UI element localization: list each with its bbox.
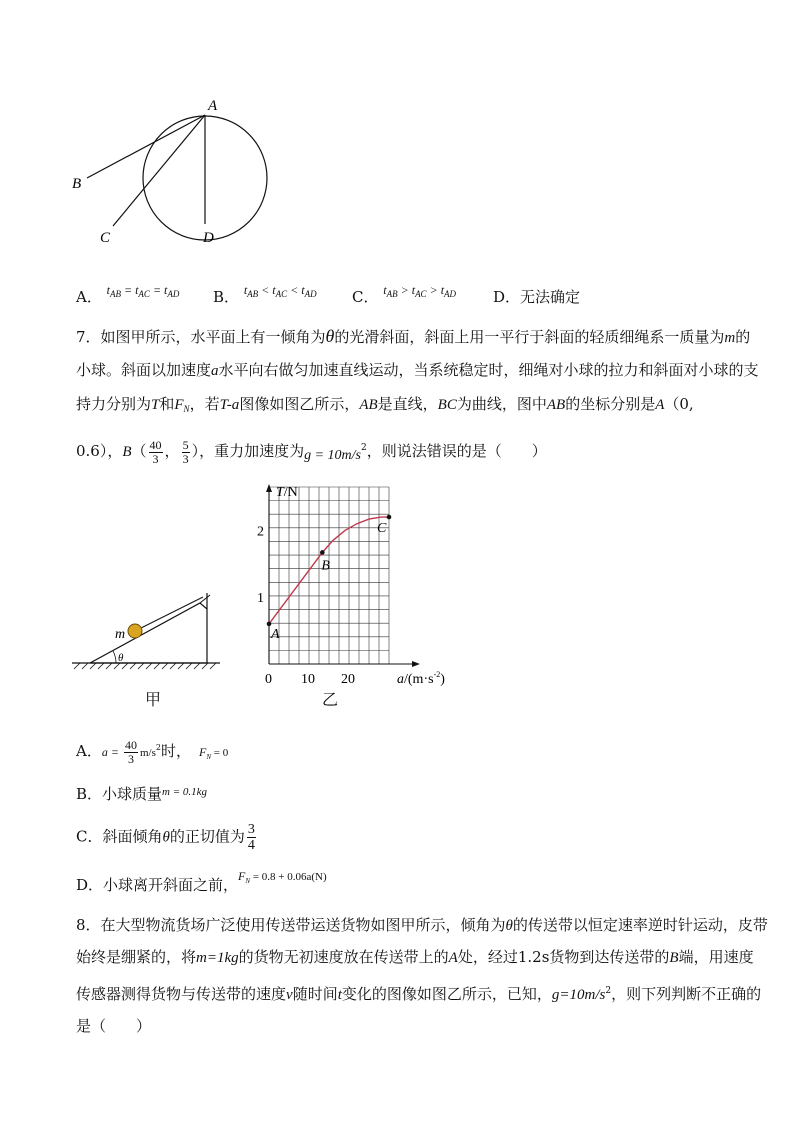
ball-label: m [115, 627, 126, 642]
y-axis-unit: /N [283, 485, 298, 500]
q6-option-b[interactable]: B． $^{t_{AB} < t_{AC} < t_{AD}}$ [213, 283, 317, 306]
incline-figure [60, 575, 230, 705]
q6-option-c[interactable]: C． $^{t_{AB} > t_{AC} > t_{AD}}$ [352, 283, 457, 306]
x-axis-arrow [412, 661, 420, 667]
q7-option-a[interactable]: A．a = $\frac{40}{3}$ $m/s^2$时， $F_N = 0$ [76, 737, 229, 766]
chart-grid [269, 487, 389, 664]
q6-option-d[interactable]: D．无法确定 [493, 288, 581, 306]
point-label-b: B [321, 558, 330, 574]
y-tick-label: 1 [257, 591, 264, 607]
point-label-c: C [377, 521, 387, 537]
q7-line-2: 小球。斜面以加速度a水平向右做匀加速直线运动，当系统稳定时，细绳对小球的拉力和斜面对小球的支 [76, 361, 759, 379]
rope [135, 597, 203, 631]
y-tick-label: 2 [257, 524, 264, 540]
y-axis-arrow [266, 484, 272, 492]
point-c [387, 515, 392, 520]
label-b: B [72, 176, 82, 192]
point-a [267, 622, 272, 627]
x-tick-label: 10 [301, 672, 315, 687]
q7-line-1: 7．如图甲所示，水平面上有一倾角为θ的光滑斜面，斜面上用一平行于斜面的轻质细绳系一质量为m的 [76, 326, 751, 346]
ball [128, 624, 142, 638]
chord-ac [113, 115, 205, 226]
x-tick-label: 20 [341, 672, 355, 687]
q8-line-3: 传感器测得货物与传送带的速度v随时间t变化的图像如图乙所示，已知，$g=10m/s^2$，则下列判断不正确的 [76, 985, 762, 1003]
q6-option-a[interactable]: A． $^{t_{AB} = t_{AC} = t_{AD}}$ [76, 283, 180, 306]
x-axis-label: $a/(m\cdot s^{-2})$ [397, 670, 445, 687]
q8-line-1: 8．在大型物流货场广泛使用传送带运送货物如图甲所示，倾角为θ的传送带以恒定速率逆时针运动，皮带 [76, 916, 768, 934]
caption-yi: 乙 [322, 690, 339, 709]
circle-figure [60, 90, 270, 250]
label-a: A [208, 98, 218, 114]
q7-option-d[interactable]: D．小球离开斜面之前，$F_N = 0.8 + 0.06a(N)$ [76, 869, 327, 894]
chord-ab [87, 115, 205, 178]
caption-jia: 甲 [145, 690, 162, 709]
y-axis-label: T/N [276, 485, 298, 500]
incline-wedge [90, 603, 207, 663]
point-b [320, 550, 325, 555]
ground-hatch [74, 663, 216, 669]
q7-line-3: 持力分别为T和$F_N$，若T-a图像如图乙所示，AB是直线，BC为曲线，图中AB的坐标分别是A（0, [76, 395, 694, 414]
q8-line-4: 是（ ） [76, 1017, 152, 1035]
label-d: D [203, 230, 214, 246]
point-label-a: A [271, 626, 280, 642]
q8-line-2: 始终是绷紧的，将m=1kg的货物无初速度放在传送带上的A处，经过1.2s货物到达传送带的B端，用速度 [76, 948, 754, 966]
q7-line-4: 0.6），B（ $\frac{40}{3}$ ， $\frac{5}{3}$ ），重力加速度为$g = 10m/s^2$，则说法错误的是（ ） [76, 437, 547, 466]
q7-option-c[interactable]: C．斜面倾角θ的正切值为 $\frac{3}{4}$ [76, 822, 255, 853]
label-c: C [100, 230, 111, 246]
q7-option-b[interactable]: B．小球质量$^{m = 0.1kg}$ [76, 785, 208, 803]
t-a-chart [240, 478, 470, 703]
theta-label: θ [118, 652, 124, 664]
x-tick-label: 0 [265, 672, 272, 687]
